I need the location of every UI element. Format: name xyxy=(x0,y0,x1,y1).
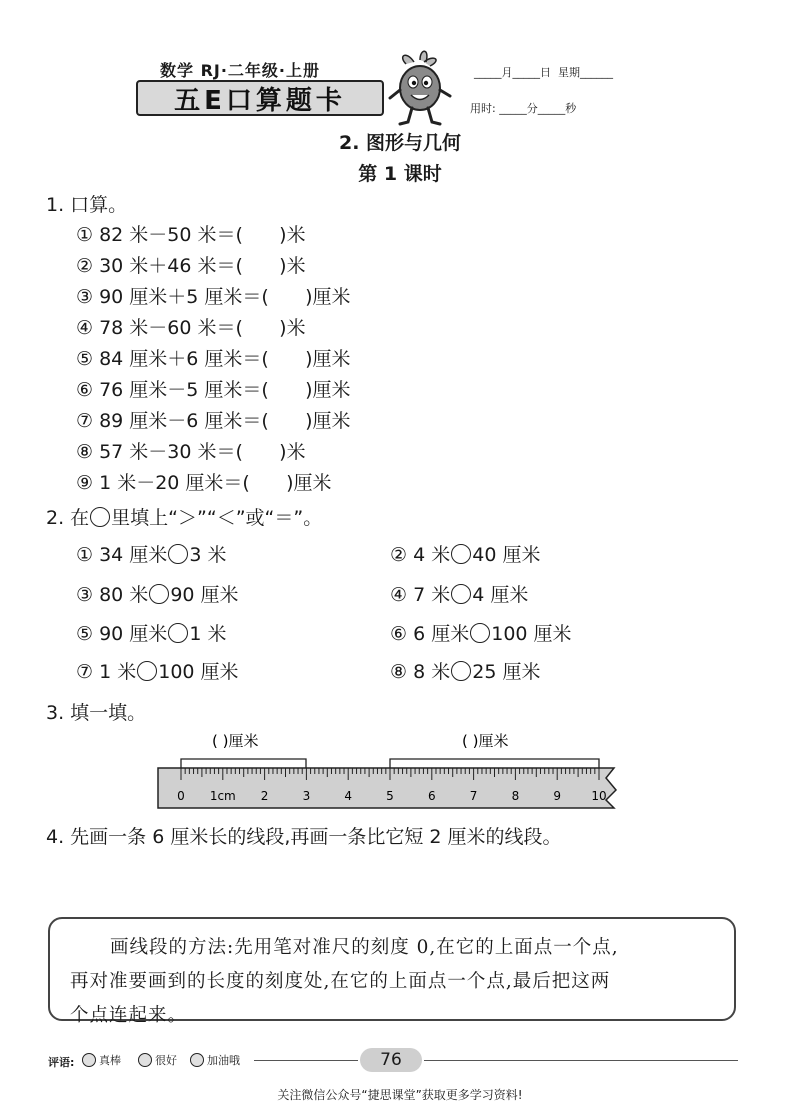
blank-right: ( )厘米 xyxy=(462,732,509,750)
item-number: ⑧ xyxy=(390,661,408,683)
tip-box xyxy=(48,917,736,1026)
item-number: ⑦ xyxy=(76,661,94,683)
q1-item: ⑤ 84 厘米＋6 厘米＝( )厘米 xyxy=(76,348,351,370)
compare-right: 40 厘米 xyxy=(472,544,541,566)
rating-label: 加油哦 xyxy=(207,1054,240,1067)
q3-title: 3. 填一填。 xyxy=(46,702,147,724)
q1-item: ② 30 米＋46 米＝( )米 xyxy=(76,255,306,277)
ruler-label: 9 xyxy=(553,789,562,803)
q2-title-post: 里填上“＞”“＜”或“＝”。 xyxy=(111,507,323,529)
compare-left: 6 厘米 xyxy=(413,623,470,645)
compare-circle[interactable] xyxy=(451,661,471,681)
smile-face-icon xyxy=(138,1053,152,1067)
q1-item: ⑧ 57 米－30 米＝( )米 xyxy=(76,441,306,463)
q2-item xyxy=(76,540,226,567)
footer-divider xyxy=(254,1060,358,1061)
q1-item: ③ 90 厘米＋5 厘米＝( )厘米 xyxy=(76,286,351,308)
q4-title: 4. 先画一条 6 厘米长的线段,再画一条比它短 2 厘米的线段。 xyxy=(46,826,562,848)
title-banner: 五E口算题卡 xyxy=(136,80,384,116)
q2-item xyxy=(390,580,528,607)
q1-item: ④ 78 米－60 米＝( )米 xyxy=(76,317,306,339)
q1-item: ⑦ 89 厘米－6 厘米＝( )厘米 xyxy=(76,410,351,432)
q2-item xyxy=(390,657,540,684)
lesson-title: 第 1 课时 xyxy=(358,163,442,185)
rating-great[interactable] xyxy=(82,1052,121,1068)
time-field: 用时: _____分_____秒 xyxy=(470,102,577,115)
ruler-label: 10 xyxy=(591,789,607,803)
compare-left: 8 米 xyxy=(413,661,451,683)
ruler-label: 3 xyxy=(302,789,311,803)
compare-circle[interactable] xyxy=(137,661,157,681)
q1-item: ⑨ 1 米－20 厘米＝( )厘米 xyxy=(76,472,332,494)
q1-item: ⑥ 76 厘米－5 厘米＝( )厘米 xyxy=(76,379,351,401)
footer-note: 关注微信公众号“捷思课堂”获取更多学习资料! xyxy=(277,1088,523,1102)
ruler-label: 1cm xyxy=(209,789,236,803)
section-title: 2. 图形与几何 xyxy=(338,132,462,154)
rating-label: 很好 xyxy=(155,1054,177,1067)
q2-item xyxy=(76,580,239,607)
ruler-label: 6 xyxy=(427,789,436,803)
mascot-icon xyxy=(384,48,456,128)
page-number: 76 xyxy=(360,1048,422,1072)
compare-left: 34 厘米 xyxy=(99,544,168,566)
compare-left: 90 厘米 xyxy=(99,623,168,645)
q2-title xyxy=(46,503,322,530)
subject-label: 数学 RJ·二年级·上册 xyxy=(160,61,321,80)
ruler-svg xyxy=(150,728,630,812)
date-field: _____月_____日 星期______ xyxy=(474,66,613,79)
footer-divider xyxy=(424,1060,738,1061)
compare-right: 100 厘米 xyxy=(491,623,572,645)
compare-left: 80 米 xyxy=(99,584,149,606)
tip-text: 画线段的方法:先用笔对准尺的刻度 0,在它的上面点一个点, xyxy=(110,937,619,958)
compare-circle[interactable] xyxy=(451,584,471,604)
compare-left: 1 米 xyxy=(99,661,137,683)
compare-left: 7 米 xyxy=(413,584,451,606)
q2-item xyxy=(390,619,572,646)
item-number: ① xyxy=(76,544,94,566)
compare-right: 3 米 xyxy=(189,544,227,566)
compare-right: 4 厘米 xyxy=(472,584,529,606)
tip-line: 个点连起来。 xyxy=(70,1005,188,1026)
ruler-label: 7 xyxy=(469,789,478,803)
compare-circle[interactable] xyxy=(168,544,188,564)
comment-label: 评语: xyxy=(48,1056,75,1069)
ruler-label: 0 xyxy=(177,789,185,803)
ruler-figure xyxy=(150,728,630,812)
compare-circle[interactable] xyxy=(451,544,471,564)
footer xyxy=(48,1048,738,1072)
ruler-label: 8 xyxy=(511,789,520,803)
compare-circle[interactable] xyxy=(470,623,490,643)
rating-good[interactable] xyxy=(138,1052,177,1068)
compare-left: 4 米 xyxy=(413,544,451,566)
smile-face-icon xyxy=(82,1053,96,1067)
item-number: ④ xyxy=(390,584,408,606)
q2-item xyxy=(76,657,239,684)
blank-left: ( )厘米 xyxy=(212,732,259,750)
compare-right: 25 厘米 xyxy=(472,661,541,683)
cheer-face-icon xyxy=(190,1053,204,1067)
measure-brackets xyxy=(181,732,599,768)
tip-line xyxy=(70,931,716,965)
compare-right: 90 厘米 xyxy=(170,584,239,606)
rating-label: 真棒 xyxy=(99,1054,121,1067)
tip-line: 再对准要画到的长度的刻度处,在它的上面点一个点,最后把这两 xyxy=(70,971,611,992)
compare-right: 100 厘米 xyxy=(158,661,239,683)
circle-icon xyxy=(90,507,110,527)
q1-item: ① 82 米－50 米＝( )米 xyxy=(76,224,306,246)
item-number: ⑥ xyxy=(390,623,408,645)
item-number: ⑤ xyxy=(76,623,94,645)
rating-cheer[interactable] xyxy=(190,1052,240,1068)
compare-circle[interactable] xyxy=(168,623,188,643)
q1-title: 1. 口算。 xyxy=(46,194,128,216)
q2-item xyxy=(390,540,540,567)
q2-title-pre: 2. 在 xyxy=(46,507,90,529)
compare-right: 1 米 xyxy=(189,623,227,645)
ruler-label: 2 xyxy=(260,789,269,803)
item-number: ③ xyxy=(76,584,94,606)
ruler-label: 5 xyxy=(386,789,394,803)
q2-item xyxy=(76,619,226,646)
compare-circle[interactable] xyxy=(149,584,169,604)
item-number: ② xyxy=(390,544,408,566)
ruler-label: 4 xyxy=(344,789,353,803)
